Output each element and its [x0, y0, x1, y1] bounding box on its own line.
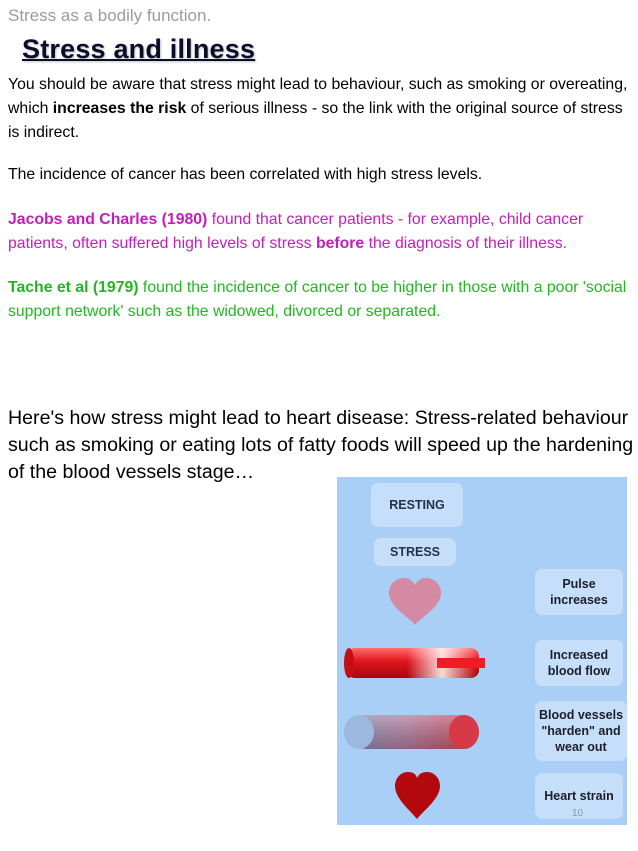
flow-line-2: blood flow: [547, 664, 611, 678]
p1-emphasis: increases the risk: [52, 100, 187, 117]
stress-diagram: [337, 477, 627, 825]
paragraph-risk: [8, 73, 630, 145]
red-vessel-icon: [344, 648, 485, 678]
blood-flow-box: [535, 640, 623, 686]
red-heart-icon: [395, 772, 440, 819]
p4-citation: Tache et al (1979): [8, 279, 139, 296]
heart-strain-box: Heart strain: [535, 773, 623, 819]
pink-heart-icon: [389, 578, 441, 625]
page-number: 10: [572, 808, 584, 819]
pulse-line-1: Pulse: [562, 577, 596, 591]
slide-header: Stress as a bodily function.: [8, 6, 212, 25]
flow-line-1: Increased: [549, 648, 609, 662]
pulse-line-2: increases: [550, 593, 608, 607]
vessels-line-1: Blood vessels: [538, 708, 624, 722]
p3-text-b: found that cancer patients - for example, child cancer patients, often suffered high levels of stress: [8, 211, 584, 252]
slide-title: Stress and illness: [22, 34, 256, 64]
paragraph-tache: [8, 276, 630, 324]
p3-citation: Jacobs and Charles (1980): [8, 211, 208, 228]
vessels-box: [535, 701, 627, 761]
vessels-line-3: wear out: [555, 740, 607, 754]
p3-text-d: the diagnosis of their illness.: [364, 235, 568, 252]
p3-emphasis: before: [315, 235, 365, 252]
resting-label: RESTING: [371, 483, 463, 527]
stress-label: STRESS: [374, 538, 456, 566]
vessels-line-2: "harden" and: [541, 724, 621, 738]
p1-text-c: of serious illness - so the link with the original source of stress is indirect.: [8, 100, 623, 141]
hardened-vessel-icon: [344, 715, 479, 749]
paragraph-jacobs-charles: [8, 208, 630, 256]
paragraph-correlation: The incidence of cancer has been correlated with high stress levels.: [8, 166, 483, 183]
pulse-box: [535, 569, 623, 615]
p4-text-b: found the incidence of cancer to be higher in those with a poor 'social support network' such as the widowed, divorced or separated.: [8, 279, 627, 320]
p1-text-a: You should be aware that stress might lead to behaviour, such as smoking or overeating, which: [8, 76, 628, 117]
paragraph-heart-disease: Here's how stress might lead to heart disease: Stress-related behaviour such as smoking or eating lots of fatty foods will speed up the hardening of the blood vessels stage…: [8, 407, 634, 483]
